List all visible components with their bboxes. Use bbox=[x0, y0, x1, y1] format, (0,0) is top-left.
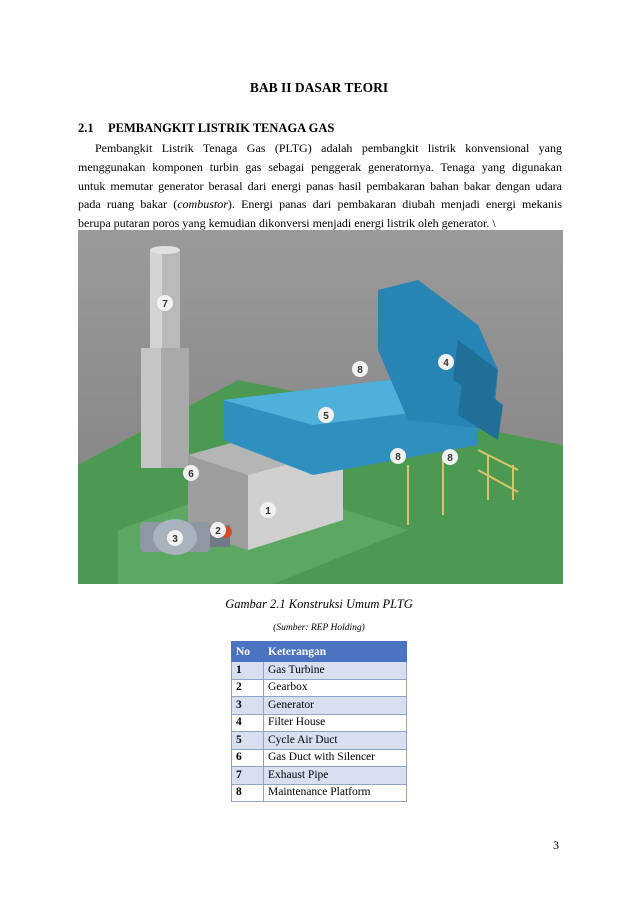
paragraph-text: pada ruang bakar ( bbox=[78, 197, 178, 212]
row-desc: Gas Duct with Silencer bbox=[264, 749, 407, 767]
row-no: 8 bbox=[232, 784, 264, 802]
section-number: 2.1 bbox=[78, 121, 94, 135]
row-no: 4 bbox=[232, 714, 264, 732]
row-no: 7 bbox=[232, 767, 264, 785]
table-row bbox=[232, 697, 407, 715]
figure-caption: Gambar 2.1 Konstruksi Umum PLTG bbox=[225, 597, 413, 611]
row-desc: Generator bbox=[264, 697, 407, 715]
combustor-term: combustor bbox=[177, 197, 228, 212]
table-row bbox=[232, 662, 407, 680]
svg-text:8: 8 bbox=[447, 453, 453, 464]
marker-5 bbox=[318, 407, 334, 423]
section-title: PEMBANGKIT LISTRIK TENAGA GAS bbox=[108, 121, 335, 135]
table-row bbox=[232, 749, 407, 767]
row-no: 5 bbox=[232, 732, 264, 750]
table-row bbox=[232, 714, 407, 732]
paragraph-text: ). Energi panas dari pembakaran diubah menjadi energi mekanis bbox=[227, 197, 562, 212]
svg-text:8: 8 bbox=[395, 452, 401, 463]
row-no: 6 bbox=[232, 749, 264, 767]
marker-8 bbox=[442, 449, 458, 465]
marker-8 bbox=[390, 448, 406, 464]
paragraph-line: Pembangkit Listrik Tenaga Gas (PLTG) adalah pembangkit listrik konvensional yang bbox=[95, 141, 562, 155]
row-desc: Gearbox bbox=[264, 679, 407, 697]
legend-header bbox=[232, 642, 407, 662]
svg-text:3: 3 bbox=[172, 534, 178, 545]
marker-1 bbox=[260, 502, 276, 518]
pltg-construction-figure bbox=[78, 230, 563, 584]
svg-text:1: 1 bbox=[265, 506, 271, 517]
marker-3 bbox=[167, 530, 183, 546]
svg-text:4: 4 bbox=[443, 358, 449, 369]
marker-6 bbox=[183, 465, 199, 481]
row-no: 2 bbox=[232, 679, 264, 697]
paragraph-line: menggunakan komponen turbin gas sebagai penggerak generatornya. Tenaga yang digunakan bbox=[78, 159, 562, 174]
body-paragraph bbox=[78, 139, 562, 233]
row-desc: Gas Turbine bbox=[264, 662, 407, 680]
svg-text:6: 6 bbox=[188, 469, 194, 480]
row-desc: Exhaust Pipe bbox=[264, 767, 407, 785]
marker-2 bbox=[210, 522, 226, 538]
row-no: 3 bbox=[232, 697, 264, 715]
row-no: 1 bbox=[232, 662, 264, 680]
legend-table bbox=[231, 641, 407, 802]
row-desc: Filter House bbox=[264, 714, 407, 732]
row-desc: Maintenance Platform bbox=[264, 784, 407, 802]
svg-text:5: 5 bbox=[323, 411, 329, 422]
paragraph-line: untuk memutar generator berasal dari energi panas hasil pembakaran bahan bakar dengan udara bbox=[78, 178, 562, 193]
table-row bbox=[232, 679, 407, 697]
marker-8 bbox=[352, 361, 368, 377]
page-number: 3 bbox=[553, 838, 559, 852]
table-row bbox=[232, 784, 407, 802]
paragraph-line bbox=[78, 195, 562, 214]
legend-header-no: No bbox=[232, 642, 264, 662]
plant-illustration bbox=[78, 230, 563, 584]
table-row bbox=[232, 767, 407, 785]
paragraph-line: berupa putaran poros yang kemudian dikonversi menjadi energi listrik oleh generator. \ bbox=[78, 216, 496, 231]
svg-text:7: 7 bbox=[162, 299, 168, 310]
chapter-title: BAB II DASAR TEORI bbox=[249, 80, 389, 95]
table-row bbox=[232, 732, 407, 750]
svg-text:8: 8 bbox=[357, 365, 363, 376]
marker-7 bbox=[157, 295, 173, 311]
section-heading bbox=[78, 121, 334, 136]
row-desc: Cycle Air Duct bbox=[264, 732, 407, 750]
marker-4 bbox=[438, 354, 454, 370]
legend-header-desc: Keterangan bbox=[264, 642, 407, 662]
svg-text:2: 2 bbox=[215, 526, 221, 537]
figure-source: (Sumber: REP Holding) bbox=[273, 623, 365, 633]
